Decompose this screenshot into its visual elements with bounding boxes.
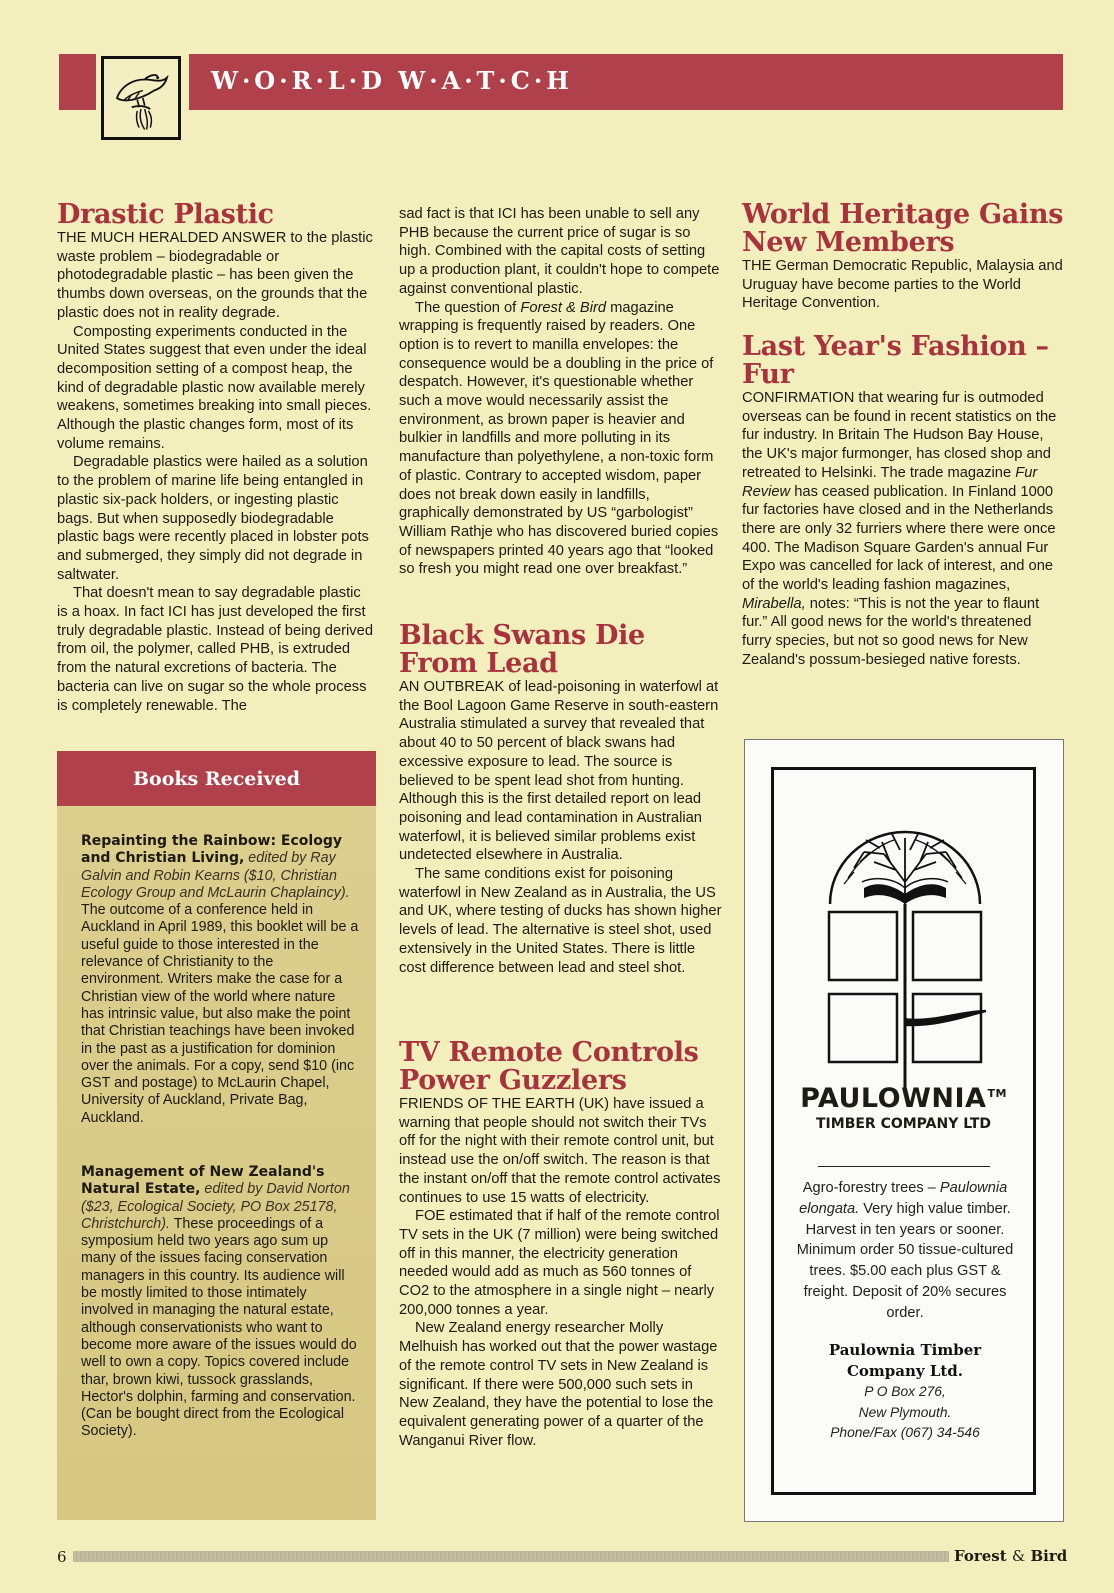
paragraph: magazine wrapping is frequently raised by readers. One option is to revert to manilla envelopes: the consequence would be a doubling in the price of despatch. However, it's questionable whether such a move would necessarily assist the environment, as brown paper is heavier and bulkier in landfills and more polluting in its manufacture than polyethylene, a non-toxic form of plastic. Contrary to accepted wisdom, paper does not break down easily in landfills, graphically demonstrated by US “garbologist” William Rathje who has discovered buried copies of newspapers printed 40 years ago that “looked so fresh you might read one over breakfast.”: [399, 299, 719, 578]
lead-caps: FRIENDS OF THE EARTH (UK): [399, 1096, 609, 1112]
bird-logo: [101, 56, 181, 140]
phone: Phone/Fax (067) 34-546: [830, 1425, 980, 1440]
paulownia-tree-logo: [824, 822, 986, 1090]
header-bar-left: [59, 54, 96, 110]
divider: [818, 1166, 990, 1167]
paragraph: Composting experiments conducted in the United States suggest that even under the ideal decomposition setting of a compost heap, the kind of degradable plastic now available merely weakens, sometimes breaking into small pieces. Although the plastic changes form, most of its volume remains.: [57, 323, 372, 452]
paragraph: That doesn't mean to say degradable plastic is a hoax. In fact ICI has just developed the first truly degradable plastic. Instead of being derived from oil, the polymer, called PHB, is extruded from the natural excretions of bacteria. The bacteria can live on sugar so the whole process is completely renewable. The: [57, 585, 373, 714]
article-title: Last Year's Fashion – Fur: [742, 331, 1049, 390]
lead-caps: THE MUCH HERALDED ANSWER: [57, 230, 287, 246]
footer-bar: [73, 1551, 949, 1562]
advertisement-frame: [771, 767, 1036, 1495]
book-review: These proceedings of a symposium held two years ago sum up many of the issues facing conservation managers in this country. Its audience will be mostly limited to those intimately involved in managing the natural estate, although conservationists who want to become more aware of the issues would do well to own a copy. Topics covered include thar, brown kiwi, tussock grasslands, Hector's dolphin, farming and conservation. (Can be bought direct from the Ecological Society).: [81, 1215, 357, 1440]
paragraph: notes: “This is not the year to flaunt fur.” All good news for the world's threatened furry species, but not so good news for New Zealand's possum-besieged native forests.: [742, 595, 1040, 668]
paragraph: of lead-poisoning in waterfowl at the Bool Lagoon Game Reserve in south-eastern Australia stimulated a survey that revealed that about 40 to 50 percent of black swans had excessive exposure to lead. The source is believed to be spent lead shot from hunting. Although this is the first detailed report on lead poisoning and lead contamination in Australian waterfowl, it is believed similar problems exist undetected elsewhere in Australia.: [399, 679, 719, 864]
magazine-name: Mirabella,: [742, 595, 806, 612]
book-meta: edited by David Norton ($23, Ecological Society, PO Box 25178, Christchurch).: [81, 1181, 350, 1232]
paragraph: The question of: [415, 299, 521, 316]
lead-caps: THE: [742, 258, 772, 274]
paragraph: FOE estimated that if half of the remote control TV sets in the UK (7 million) were being switched off in this manner, the electricity generation needed would add as much as 560 tonnes of CO2 to the atmosphere in a single night – nearly 200,000 tonnes a year.: [399, 1208, 720, 1318]
article-title: Black Swans Die From Lead: [399, 620, 645, 679]
paragraph: New Zealand energy researcher Molly Melhuish has worked out that the power wastage of the remote control TV sets in New Zealand is significant. If there were 500,000 such sets in New Zealand, they have the potential to lose the equivalent generating power of a quarter of the Wanganui River flow.: [399, 1320, 718, 1449]
paragraph: has ceased publication. In Finland 1000 fur factories have closed and in the Netherlands there are only 32 furriers where there were once 400. The Madison Square Garden's annual Fur Expo was cancelled for lack of interest, and one of the world's leading fashion magazines,: [742, 483, 1056, 594]
company-name: Paulownia Timber: [828, 1341, 982, 1359]
brand-subtitle: TIMBER COMPANY LTD: [816, 1116, 991, 1132]
company-name: Company Ltd.: [846, 1362, 964, 1380]
book-review: The outcome of a conference held in Auckland in April 1989, this booklet will be a useful guide to those interested in the relevance of Christianity to the environment. Writers make the case for a Christian view of the world where nature has intrinsic value, but also make the point that Christian teachings have been invoked in the past as a justification for dominion over the animals. For a copy, send $10 (inc GST and postage) to McLaurin Chapel, University of Auckland, Private Bag, Auckland.: [81, 902, 359, 1126]
article-fashion-fur: [742, 333, 1064, 670]
address: New Plymouth.: [858, 1404, 952, 1420]
book-title: Repainting the Rainbow: Ecology and Christian Living,: [81, 833, 342, 867]
paragraph: The same conditions exist for poisoning waterfowl in New Zealand as in Australia, the US and UK, where testing of ducks has shown higher levels of lead. The alternative is steel shot, used extensively in the United States. There is little cost difference between lead and steel shot.: [399, 866, 722, 976]
article-title: TV Remote Controls Power Guzzlers: [399, 1037, 699, 1096]
page-number: 6: [57, 1548, 67, 1566]
lead-caps: CONFIRMATION: [742, 390, 855, 406]
magazine-name: Forest & Bird: [520, 299, 607, 316]
article-drastic-plastic: [57, 201, 374, 715]
paragraph: sad fact is that ICI has been unable to sell any PHB because the current price of sugar is so high. Combined with the capital costs of setting up a production plant, it couldn't hope to compete against conventional plastic.: [399, 206, 720, 297]
paragraph: that wearing fur is outmoded overseas can be found in recent statistics on the fur industry. In Britain The Hudson Bay House, the UK's major furmonger, has closed shop and retreated to Helsinki. The trade magazine: [742, 390, 1057, 481]
article-tv-remote: [399, 1039, 722, 1450]
book-title: Management of New Zealand's Natural Estate,: [81, 1164, 325, 1198]
article-black-swans: [399, 622, 722, 977]
bird-icon: [104, 59, 178, 137]
magazine-name: Fur Review: [742, 464, 1038, 500]
book-meta: edited by Ray Galvin and Robin Kearns ($10, Christian Ecology Group and McLaurin Chaplaincy).: [81, 850, 350, 901]
paragraph: have issued a warning that people should not switch their TVs off for the night with their remote control unit, but instead use the on/off switch. The reason is that the instant on/off that the remote control activates continues to use 15 watts of electricity.: [399, 1096, 721, 1206]
article-world-heritage: [742, 201, 1064, 313]
ad-body: Agro-forestry trees – Paulownia elongata. Very high value timber. Harvest in ten years or sooner. Minimum order 50 tissue-cultured trees. $5.00 each plus GST & freight. Deposit of 20% secures order.: [796, 1180, 1014, 1321]
ad-contact: [786, 1340, 1024, 1444]
species-name: Paulownia elongata.: [799, 1180, 1008, 1217]
paragraph: to the plastic waste problem – biodegradable or photodegradable plastic – has been given the thumbs down overseas, on the grounds that the plastic does not in reality degrade.: [57, 230, 373, 321]
magazine-name-footer: Forest & Bird: [954, 1547, 1068, 1565]
books-received-header: Books Received: [57, 751, 376, 806]
section-title: W·O·R·L·D W·A·T·C·H: [211, 66, 573, 95]
address: P O Box 276,: [864, 1384, 946, 1399]
brand-name: PAULOWNIA™: [800, 1083, 1007, 1114]
article-title: Drastic Plastic: [57, 199, 274, 230]
column-middle: [399, 205, 722, 579]
book-entry: [81, 833, 359, 1127]
article-title: World Heritage Gains New Members: [742, 199, 1064, 258]
lead-caps: AN OUTBREAK: [399, 679, 505, 695]
paragraph: German Democratic Republic, Malaysia and Uruguay have become parties to the World Heritage Convention.: [742, 258, 1063, 312]
paragraph: Degradable plastics were hailed as a solution to the problem of marine life being entangled in plastic six-pack holders, or ingesting plastic bags. But when supposedly biodegradable plastic bags were recently placed in lobster pots and submerged, they simply did not degrade in saltwater.: [57, 454, 369, 583]
book-entry: [81, 1164, 359, 1441]
